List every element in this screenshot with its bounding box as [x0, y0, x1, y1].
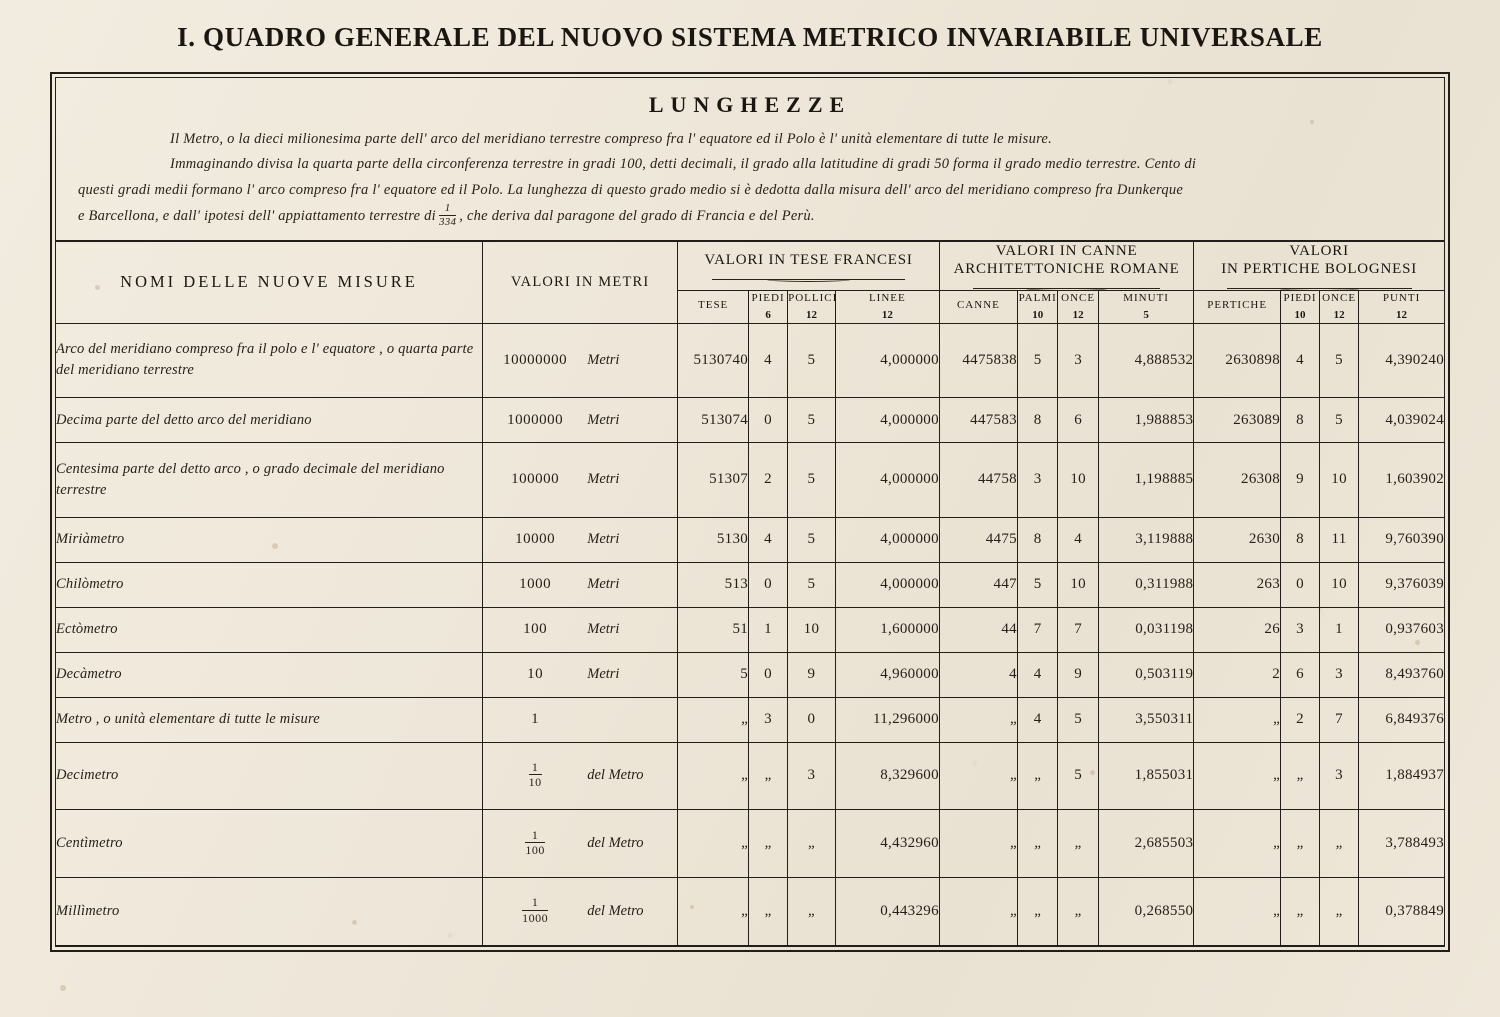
- measure-name: Metro , o unità elementare di tutte le misure: [56, 697, 483, 742]
- pollici-value: 5: [788, 562, 836, 607]
- subcol-punti: PUNTI 12: [1359, 291, 1444, 324]
- measures-table-wrapper: [56, 241, 1444, 946]
- minuti-value: 4,888532: [1098, 323, 1193, 397]
- piedi-francesi-value: 1: [749, 607, 788, 652]
- subcol-pollici: POLLICI 12: [788, 291, 836, 324]
- once-romane-value: 7: [1058, 607, 1098, 652]
- piedi-francesi-value: 4: [749, 517, 788, 562]
- piedi-bolognesi-value: 6: [1281, 652, 1320, 697]
- minuti-value: 2,685503: [1098, 810, 1193, 878]
- piedi-bolognesi-value: 8: [1281, 398, 1320, 443]
- piedi-bolognesi-value: 9: [1281, 443, 1320, 517]
- piedi-bolognesi-value: 4: [1281, 323, 1320, 397]
- canne-value: 447: [939, 562, 1017, 607]
- header-block: [56, 78, 1444, 241]
- measures-table: [56, 241, 1444, 946]
- pertiche-value: 2: [1194, 652, 1281, 697]
- pollici-value: 9: [788, 652, 836, 697]
- table-row: [56, 562, 1444, 607]
- metri-cell: [483, 878, 678, 946]
- measure-name: Centesima parte del detto arco , o grado decimale del meridiano terrestre: [56, 443, 483, 517]
- metri-fraction: $\frac{1}{100}$: [525, 827, 545, 857]
- once-bolognesi-value: 1: [1320, 607, 1359, 652]
- metri-cell: [483, 742, 678, 810]
- linee-value: 4,000000: [835, 443, 939, 517]
- pollici-value: 5: [788, 517, 836, 562]
- tese-value: 513074: [678, 398, 749, 443]
- table-row: [56, 810, 1444, 878]
- punti-value: 0,378849: [1359, 878, 1444, 946]
- punti-value: 9,376039: [1359, 562, 1444, 607]
- palmi-value: 5: [1017, 562, 1057, 607]
- table-body: [56, 323, 1444, 945]
- section-title: LUNGHEZZE: [648, 92, 852, 117]
- once-bolognesi-value: 5: [1320, 398, 1359, 443]
- subcol-once-bolognesi: ONCE 12: [1320, 291, 1359, 324]
- once-bolognesi-value: 7: [1320, 697, 1359, 742]
- pertiche-value: 2630: [1194, 517, 1281, 562]
- piedi-bolognesi-value: 2: [1281, 697, 1320, 742]
- table-row: [56, 517, 1444, 562]
- measure-name: Decima parte del detto arco del meridiano: [56, 398, 483, 443]
- canne-value: 4475838: [939, 323, 1017, 397]
- measure-name: Centìmetro: [56, 810, 483, 878]
- linee-value: 0,443296: [835, 878, 939, 946]
- metri-cell: [483, 443, 678, 517]
- intro-line-2: Immaginando divisa la quarta parte della circonferenza terrestre in gradi 100, detti decimali, il grado alla latitudine di gradi 50 forma il grado medio terrestre. Cento di: [170, 156, 1197, 173]
- punti-value: 4,390240: [1359, 323, 1444, 397]
- foxing-spot: [60, 985, 66, 991]
- pertiche-value: „: [1194, 742, 1281, 810]
- tese-value: 51307: [678, 443, 749, 517]
- tese-value: „: [678, 810, 749, 878]
- palmi-value: 7: [1017, 607, 1057, 652]
- metri-unit: del Metro: [587, 767, 644, 784]
- metri-fraction: $\frac{1}{1000}$: [522, 895, 549, 925]
- linee-value: 4,000000: [835, 323, 939, 397]
- metri-cell: [483, 562, 678, 607]
- linee-value: 4,000000: [835, 398, 939, 443]
- metri-cell: [483, 323, 678, 397]
- piedi-francesi-value: 3: [749, 697, 788, 742]
- metri-value: 1: [531, 711, 540, 728]
- table-row: [56, 742, 1444, 810]
- minuti-value: 1,855031: [1098, 742, 1193, 810]
- col-group-tese: VALORI IN TESE FRANCESI: [678, 241, 940, 291]
- metri-value: 10000: [515, 531, 556, 548]
- linee-value: 4,432960: [835, 810, 939, 878]
- canne-value: 44: [939, 607, 1017, 652]
- once-bolognesi-value: 10: [1320, 562, 1359, 607]
- pertiche-value: „: [1194, 810, 1281, 878]
- table-group-header-row: [56, 241, 1444, 291]
- once-bolognesi-value: 10: [1320, 443, 1359, 517]
- punti-value: 3,788493: [1359, 810, 1444, 878]
- pertiche-value: „: [1194, 697, 1281, 742]
- punti-value: 6,849376: [1359, 697, 1444, 742]
- once-bolognesi-value: „: [1320, 878, 1359, 946]
- piedi-francesi-value: „: [749, 742, 788, 810]
- metri-unit: Metri: [587, 576, 620, 593]
- metri-fraction: $\frac{1}{10}$: [528, 759, 542, 790]
- piedi-bolognesi-value: „: [1281, 742, 1320, 810]
- metri-unit: Metri: [587, 351, 620, 368]
- piedi-bolognesi-value: „: [1281, 878, 1320, 946]
- once-romane-value: 5: [1058, 697, 1098, 742]
- subcol-piedi-francesi: PIEDI 6: [749, 291, 788, 324]
- subcol-linee: LINEE 12: [835, 291, 939, 324]
- swash-ornament: [1227, 282, 1412, 289]
- once-romane-value: 9: [1058, 652, 1098, 697]
- minuti-value: 1,198885: [1098, 443, 1193, 517]
- once-bolognesi-value: „: [1320, 810, 1359, 878]
- pollici-value: „: [788, 810, 836, 878]
- tese-value: „: [678, 697, 749, 742]
- once-romane-value: „: [1058, 810, 1098, 878]
- pollici-value: 10: [788, 607, 836, 652]
- metri-unit: Metri: [587, 621, 620, 638]
- once-bolognesi-value: 3: [1320, 742, 1359, 810]
- punti-value: 0,937603: [1359, 607, 1444, 652]
- metri-cell: [483, 697, 678, 742]
- linee-value: 4,000000: [835, 562, 939, 607]
- piedi-francesi-value: „: [749, 878, 788, 946]
- palmi-value: „: [1017, 878, 1057, 946]
- table-row: [56, 697, 1444, 742]
- metri-value: 1000000: [507, 411, 564, 428]
- measure-name: Ectòmetro: [56, 607, 483, 652]
- minuti-value: 0,031198: [1098, 607, 1193, 652]
- measure-name: Chilòmetro: [56, 562, 483, 607]
- intro-line-3: questi gradi medii formano l' arco compreso fra l' equatore ed il Polo. La lunghezza di questo grado medio si è dedotta dalla misura dell' arco del meridiano compreso fra Dunkerque: [78, 181, 1184, 198]
- subcol-piedi-bolognesi: PIEDI 10: [1281, 291, 1320, 324]
- linee-value: 8,329600: [835, 742, 939, 810]
- piedi-bolognesi-value: 8: [1281, 517, 1320, 562]
- intro-line-4a: e Barcellona, e dall' ipotesi dell' appiattamento terrestre di: [78, 208, 436, 225]
- measure-name: Decàmetro: [56, 652, 483, 697]
- subcol-palmi: PALMI 10: [1017, 291, 1057, 324]
- palmi-value: 8: [1017, 398, 1057, 443]
- once-romane-value: 6: [1058, 398, 1098, 443]
- metri-cell: [483, 398, 678, 443]
- piedi-francesi-value: 2: [749, 443, 788, 517]
- metri-cell: [483, 517, 678, 562]
- piedi-bolognesi-value: „: [1281, 810, 1320, 878]
- canne-value: 4: [939, 652, 1017, 697]
- measure-name: Arco del meridiano compreso fra il polo e l' equatore , o quarta parte del meridiano terrestre: [56, 323, 483, 397]
- metri-cell: [483, 607, 678, 652]
- pertiche-value: 2630898: [1194, 323, 1281, 397]
- pollici-value: 5: [788, 443, 836, 517]
- palmi-value: 8: [1017, 517, 1057, 562]
- pertiche-value: „: [1194, 878, 1281, 946]
- once-bolognesi-value: 5: [1320, 323, 1359, 397]
- canne-value: „: [939, 742, 1017, 810]
- tese-value: „: [678, 878, 749, 946]
- minuti-value: 0,503119: [1098, 652, 1193, 697]
- minuti-value: 1,988853: [1098, 398, 1193, 443]
- piedi-francesi-value: 0: [749, 398, 788, 443]
- table-row: [56, 443, 1444, 517]
- measure-name: Miriàmetro: [56, 517, 483, 562]
- once-romane-value: 3: [1058, 323, 1098, 397]
- swash-ornament: [712, 273, 905, 280]
- canne-value: 447583: [939, 398, 1017, 443]
- metri-cell: [483, 810, 678, 878]
- col-group-canne: VALORI IN CANNE ARCHITETTONICHE ROMANE: [939, 241, 1193, 291]
- punti-value: 8,493760: [1359, 652, 1444, 697]
- measure-name: Millìmetro: [56, 878, 483, 946]
- tese-value: 5: [678, 652, 749, 697]
- pertiche-value: 26308: [1194, 443, 1281, 517]
- swash-ornament: [973, 282, 1161, 289]
- piedi-francesi-value: 0: [749, 652, 788, 697]
- palmi-value: 4: [1017, 697, 1057, 742]
- metri-unit: Metri: [587, 531, 620, 548]
- pollici-value: 5: [788, 398, 836, 443]
- pollici-value: 3: [788, 742, 836, 810]
- subcol-tese: TESE: [678, 291, 749, 324]
- table-row: [56, 323, 1444, 397]
- metri-unit: del Metro: [587, 835, 644, 852]
- canne-value: „: [939, 810, 1017, 878]
- pollici-value: 0: [788, 697, 836, 742]
- pertiche-value: 263089: [1194, 398, 1281, 443]
- table-row: [56, 652, 1444, 697]
- once-romane-value: 10: [1058, 443, 1098, 517]
- fraction-1-334: $\frac{1}{334}$: [438, 202, 457, 228]
- minuti-value: 0,311988: [1098, 562, 1193, 607]
- subcol-canne: CANNE: [939, 291, 1017, 324]
- canne-value: „: [939, 878, 1017, 946]
- canne-value: „: [939, 697, 1017, 742]
- canne-value: 4475: [939, 517, 1017, 562]
- pollici-value: 5: [788, 323, 836, 397]
- tese-value: 513: [678, 562, 749, 607]
- linee-value: 4,000000: [835, 517, 939, 562]
- page-title: I. QUADRO GENERALE DEL NUOVO SISTEMA METRICO INVARIABILE UNIVERSALE: [177, 22, 1323, 52]
- once-romane-value: 5: [1058, 742, 1098, 810]
- linee-value: 11,296000: [835, 697, 939, 742]
- subcol-minuti: MINUTI 5: [1098, 291, 1193, 324]
- once-romane-value: „: [1058, 878, 1098, 946]
- metri-value: 1000: [519, 576, 552, 593]
- pertiche-value: 263: [1194, 562, 1281, 607]
- measure-name: Decimetro: [56, 742, 483, 810]
- pertiche-value: 26: [1194, 607, 1281, 652]
- intro-text: [78, 128, 1422, 230]
- once-romane-value: 10: [1058, 562, 1098, 607]
- metri-value: 100: [523, 621, 548, 638]
- once-bolognesi-value: 11: [1320, 517, 1359, 562]
- table-row: [56, 398, 1444, 443]
- col-group-names: NOMI DELLE NUOVE MISURE: [56, 241, 483, 323]
- piedi-francesi-value: „: [749, 810, 788, 878]
- col-group-metri: VALORI IN METRI: [483, 241, 678, 323]
- punti-value: 9,760390: [1359, 517, 1444, 562]
- table-row: [56, 878, 1444, 946]
- minuti-value: 0,268550: [1098, 878, 1193, 946]
- metri-unit: Metri: [587, 411, 620, 428]
- linee-value: 1,600000: [835, 607, 939, 652]
- intro-line-1: Il Metro, o la dieci milionesima parte dell' arco del meridiano terrestre compreso fra l' equatore ed il Polo è l' unità elementare di tutte le misure.: [170, 131, 1052, 147]
- canne-value: 44758: [939, 443, 1017, 517]
- palmi-value: „: [1017, 742, 1057, 810]
- punti-value: 1,884937: [1359, 742, 1444, 810]
- tese-value: 5130: [678, 517, 749, 562]
- piedi-francesi-value: 0: [749, 562, 788, 607]
- minuti-value: 3,119888: [1098, 517, 1193, 562]
- metri-unit: del Metro: [587, 903, 644, 920]
- once-bolognesi-value: 3: [1320, 652, 1359, 697]
- metri-value: 10000000: [503, 351, 568, 368]
- punti-value: 4,039024: [1359, 398, 1444, 443]
- metri-cell: [483, 652, 678, 697]
- minuti-value: 3,550311: [1098, 697, 1193, 742]
- tese-value: 51: [678, 607, 749, 652]
- metri-unit: Metri: [587, 666, 620, 683]
- piedi-francesi-value: 4: [749, 323, 788, 397]
- piedi-bolognesi-value: 0: [1281, 562, 1320, 607]
- pollici-value: „: [788, 878, 836, 946]
- linee-value: 4,960000: [835, 652, 939, 697]
- intro-line-4b: , che deriva dal paragone del grado di Francia e del Perù.: [459, 208, 815, 225]
- tese-value: 5130740: [678, 323, 749, 397]
- tese-value: „: [678, 742, 749, 810]
- col-group-pertiche: VALORI IN PERTICHE BOLOGNESI: [1194, 241, 1444, 291]
- palmi-value: „: [1017, 810, 1057, 878]
- table-frame: [50, 72, 1450, 952]
- punti-value: 1,603902: [1359, 443, 1444, 517]
- once-romane-value: 4: [1058, 517, 1098, 562]
- subcol-once-romane: ONCE 12: [1058, 291, 1098, 324]
- piedi-bolognesi-value: 3: [1281, 607, 1320, 652]
- palmi-value: 5: [1017, 323, 1057, 397]
- metri-value: 100000: [511, 471, 560, 488]
- subcol-pertiche: PERTICHE: [1194, 291, 1281, 324]
- table-row: [56, 607, 1444, 652]
- metri-value: 10: [527, 666, 544, 683]
- palmi-value: 4: [1017, 652, 1057, 697]
- metri-unit: Metri: [587, 471, 620, 488]
- palmi-value: 3: [1017, 443, 1057, 517]
